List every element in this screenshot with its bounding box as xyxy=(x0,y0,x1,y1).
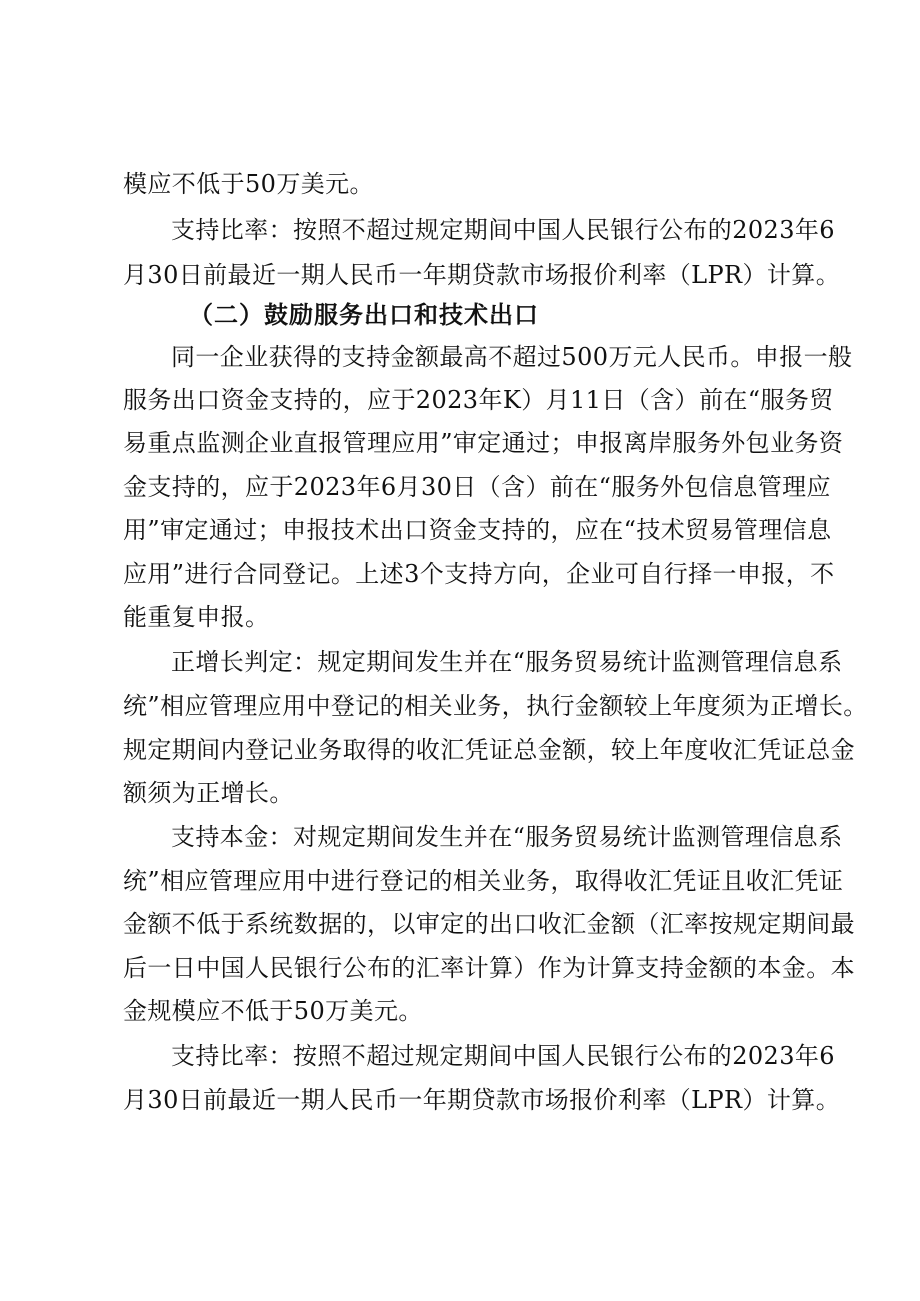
text-line: 正增长判定：规定期间发生并在“服务贸易统计监测管理信息系 xyxy=(171,648,843,676)
text-line: 额须为正增长。 xyxy=(123,779,294,807)
text-line: 支持比率：按照不超过规定期间中国人民银行公布的2023年6 xyxy=(171,1042,835,1070)
text-line: 月30日前最近一期人民币一年期贷款市场报价利率（LPR）计算。 xyxy=(123,261,841,289)
text-line: 金规模应不低于50万美元。 xyxy=(123,997,423,1025)
text-line: 易重点监测企业直报管理应用”审定通过；申报离岸服务外包业务资 xyxy=(123,429,844,457)
text-line: 后一日中国人民银行公布的汇率计算）作为计算支持金额的本金。本 xyxy=(123,954,855,982)
text-line: 支持本金：对规定期间发生并在“服务贸易统计监测管理信息系 xyxy=(171,823,843,851)
text-line: 模应不低于50万美元。 xyxy=(123,170,374,198)
section-heading: （二）鼓励服务出口和技术出口 xyxy=(189,300,539,329)
text-line: 金支持的，应于2023年6月30日（含）前在“服务外包信息管理应 xyxy=(123,473,831,501)
text-line: 同一企业获得的支持金额最高不超过500万元人民币。申报一般 xyxy=(171,343,853,371)
text-line: 月30日前最近一期人民币一年期贷款市场报价利率（LPR）计算。 xyxy=(123,1086,841,1114)
text-line: 应用”进行合同登记。上述3个支持方向，企业可自行择一申报，不 xyxy=(123,560,835,588)
text-line: 用”审定通过；申报技术出口资金支持的，应在“技术贸易管理信息 xyxy=(123,516,832,544)
text-line: 统”相应管理应用中进行登记的相关业务，取得收汇凭证且收汇凭证 xyxy=(123,867,844,895)
text-line: 金额不低于系统数据的，以审定的出口收汇金额（汇率按规定期间最 xyxy=(123,910,855,938)
text-line: 能重复申报。 xyxy=(123,603,270,631)
text-line: 统”相应管理应用中登记的相关业务，执行金额较上年度须为正增长。 xyxy=(123,692,868,720)
text-line: 服务出口资金支持的，应于2023年K）月11日（含）前在“服务贸 xyxy=(123,386,834,414)
text-line: 规定期间内登记业务取得的收汇凭证总金额，较上年度收汇凭证总金 xyxy=(123,736,855,764)
text-line: 支持比率：按照不超过规定期间中国人民银行公布的2023年6 xyxy=(171,216,835,244)
